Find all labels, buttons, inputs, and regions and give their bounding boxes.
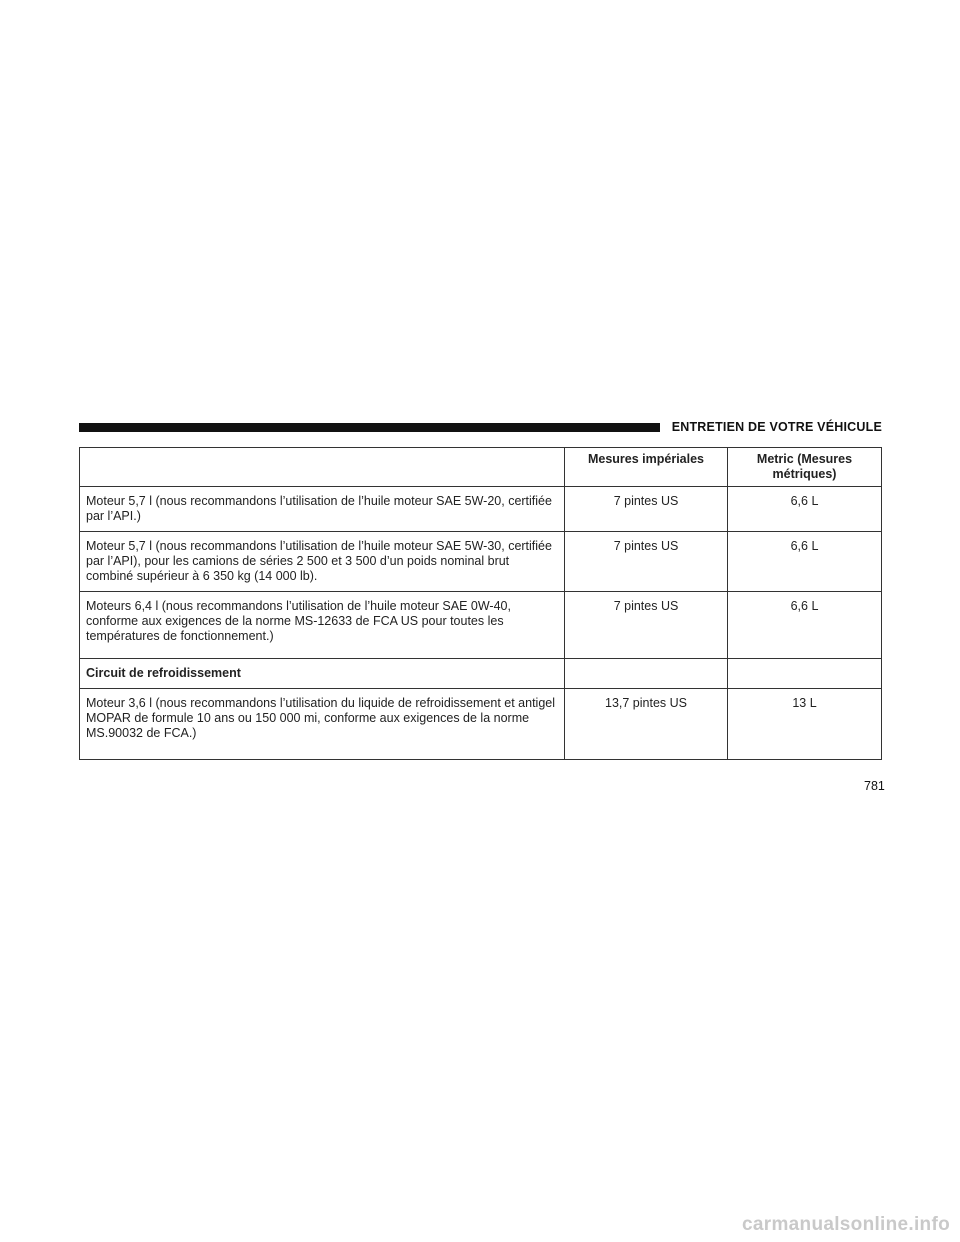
section-row-empty-metric [728,659,882,689]
table-header-row [80,448,882,487]
row-imperial-value: 7 pintes US [565,532,728,592]
table-row [80,592,882,659]
table-section-row [80,659,882,689]
column-header-description [80,448,565,487]
column-header-imperial: Mesures impériales [565,448,728,487]
table-row [80,689,882,760]
capacity-table [79,447,882,760]
row-imperial-value: 7 pintes US [565,487,728,532]
header-rule [79,423,660,432]
column-header-metric [728,448,882,487]
row-metric-value: 6,6 L [728,592,882,659]
column-header-metric-line2: métriques) [772,467,837,481]
column-header-metric-line1: Metric (Mesures [756,452,853,466]
section-header [79,418,882,436]
page-number: 781 [864,779,885,793]
table-row [80,532,882,592]
section-title: ENTRETIEN DE VOTRE VÉHICULE [671,420,882,434]
section-row-title: Circuit de refroidissement [80,659,565,689]
row-imperial-value: 7 pintes US [565,592,728,659]
row-imperial-value: 13,7 pintes US [565,689,728,760]
row-description: Moteur 5,7 l (nous recommandons l’utilisation de l’huile moteur SAE 5W-30, certifiée par l’API), pour les camions de séries 2 500 et 3 500 d’un poids nominal brut combiné supérieur à 6 350 kg (14 000 lb). [80,532,565,592]
watermark-logo: carmanualsonline.info [742,1214,950,1235]
row-description: Moteur 5,7 l (nous recommandons l’utilisation de l’huile moteur SAE 5W-20, certifiée par l’API.) [80,487,565,532]
row-metric-value: 6,6 L [728,487,882,532]
row-description: Moteur 3,6 l (nous recommandons l’utilisation du liquide de refroidissement et antigel MOPAR de formule 10 ans ou 150 000 mi, conforme aux exigences de la norme MS.90032 de FCA.) [80,689,565,760]
table-row [80,487,882,532]
section-row-empty-imperial [565,659,728,689]
row-description: Moteurs 6,4 l (nous recommandons l’utilisation de l’huile moteur SAE 0W-40, conforme aux exigences de la norme MS-12633 de FCA US pour toutes les températures de fonctionnement.) [80,592,565,659]
row-metric-value: 13 L [728,689,882,760]
row-metric-value: 6,6 L [728,532,882,592]
